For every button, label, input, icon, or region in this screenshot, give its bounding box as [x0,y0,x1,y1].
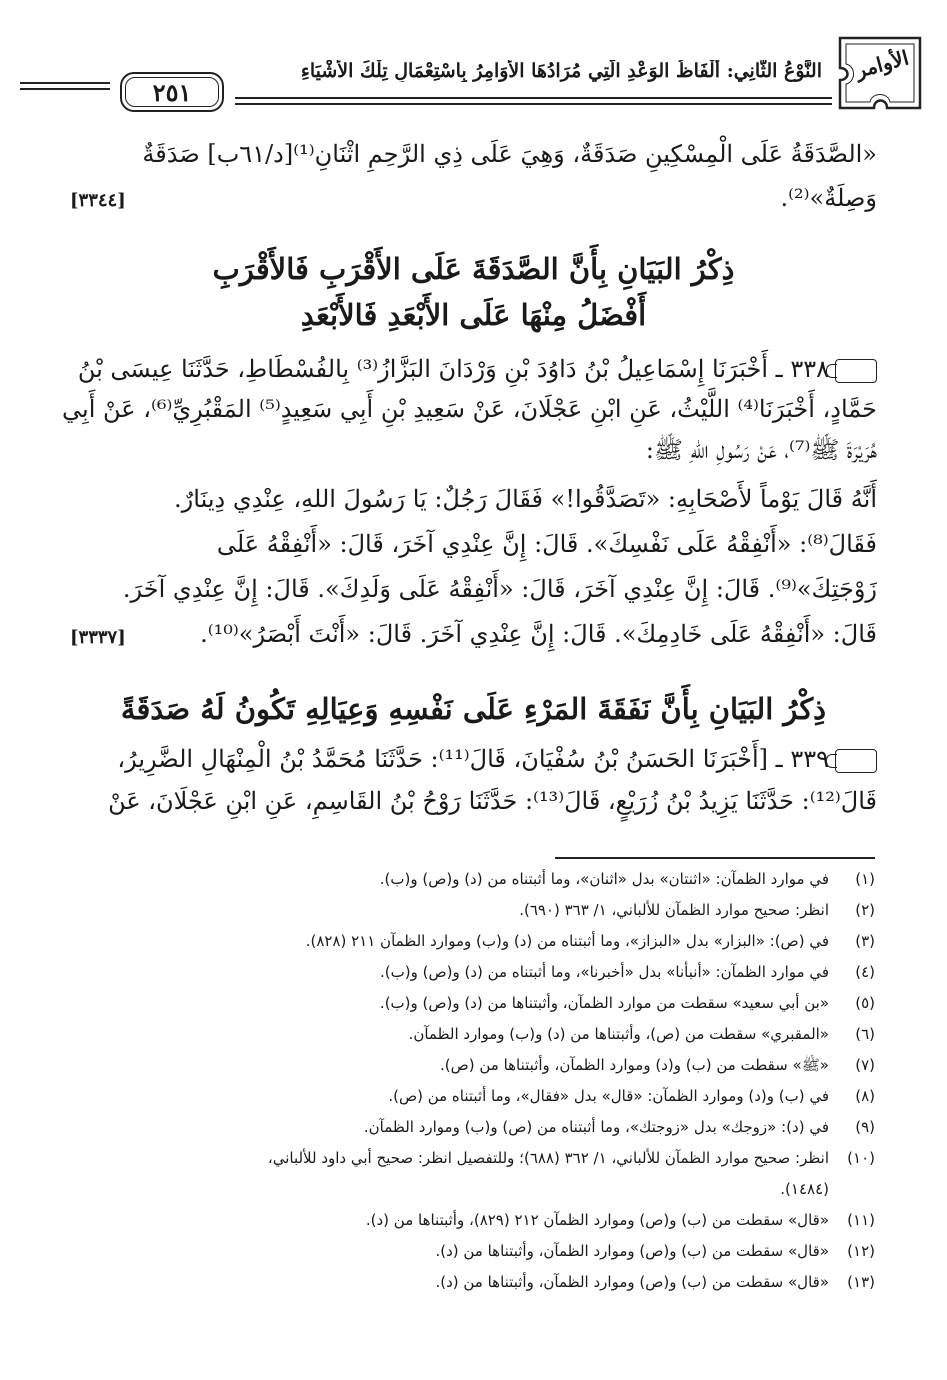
text-line: «الصَّدَقَةُ عَلَى الْمِسْكِينِ صَدَقَةٌ، وَهِيَ عَلَى ذِي الرَّحِمِ اثْنَانِ⁽¹⁾[د/٦١ب] صَدَقَةٌ [142,140,877,168]
footnote-number: (٢) [855,901,875,919]
footnote-text: انظر: صحيح موارد الظمآن للألباني، ١/ ٣٦٢ (٦٨٨)؛ وللتفصيل انظر: صحيح أبي داود للألباني، [267,1149,829,1167]
corner-label: الأوامر [852,45,912,83]
footnote-text: في موارد الظمآن: «اثنتان» بدل «اثنان»، وما أثبتناه من (د) و(ص) و(ب). [379,870,829,888]
footnote-number: (٦) [855,1025,875,1043]
footnote-number: (٩) [855,1118,875,1136]
footnote-number: (٧) [855,1056,875,1074]
footnote-number: (٤) [855,963,875,981]
running-title: النَّوْعُ الثَّانِي: أَلْفَاظُ الوَعْدِ الَّتِي مُرَادُهَا الأَوَامِرُ بِاسْتِعْمَالِ تِلْكَ الأَشْيَاءِ [300,60,822,82]
hadith-reference: [٣٣٤٤] [70,190,126,211]
section-heading: ذِكْرُ البَيَانِ بِأَنَّ نَفَقَةَ المَرْءِ عَلَى نَفْسِهِ وَعِيَالِهِ تَكُونُ لَهُ صَدَقَةً [120,692,827,726]
footnote [440,1056,875,1078]
footnote [380,994,875,1012]
text-line: قَالَ⁽¹²⁾: حَدَّثَنَا يَزِيدُ بْنُ زُرَيْعٍ، قَالَ⁽¹³⁾: حَدَّثَنَا رَوْحُ بْنُ القَاسِمِ، عَنِ ابْنِ عَجْلَانَ، عَنْ [108,787,877,815]
footnote-text: «قال» سقطت من (ب) و(ص) وموارد الظمآن، وأثبتناها من (د). [435,1273,829,1291]
footnote-text: «المقبري» سقطت من (ص)، وأثبتناها من (د) و(ب) وموارد الظمآن. [408,1025,829,1043]
text-line-content: ٣٣٨ ـ أَخْبَرَنَا إِسْمَاعِيلُ بْنُ دَاوُدَ بْنِ وَرْدَانَ البَزَّازُ⁽³⁾ بِالفُسْطَاطِ، حَدَّثَنَا عِيسَى بْنُ [77,355,829,383]
footnote-text: «قال» سقطت من (ب) و(ص) وموارد الظمآن، وأثبتناها من (د). [435,1242,829,1260]
footnote-text: في (ص): «البزار» بدل «البزاز»، وما أثبتناه من (د) و(ب) وموارد الظمآن ٢١١ (٨٢٨). [305,932,829,950]
text-line: حَمَّادٍ، أَخْبَرَنَا⁽⁴⁾ اللَّيْثُ، عَنِ ابْنِ عَجْلَانَ، عَنْ سَعِيدِ بْنِ أَبِي سَعِيدٍ⁽⁵⁾ المَقْبُرِيِّ⁽⁶⁾، عَنْ أَبِي [62,395,877,423]
footnote [409,1025,875,1043]
header-divider [20,88,110,90]
section-heading: أَفْضَلُ مِنْهَا عَلَى الأَبْعَدِ فَالأَبْعَدِ [300,298,647,332]
text-line: زَوْجَتِكَ»⁽⁹⁾. قَالَ: إِنَّ عِنْدِي آخَرَ، قَالَ: «أَنْفِقْهُ عَلَى وَلَدِكَ». قَالَ: إِنَّ عِنْدِي آخَرَ. [122,575,877,603]
section-heading: ذِكْرُ البَيَانِ بِأَنَّ الصَّدَقَةَ عَلَى الأَقْرَبِ فَالأَقْرَبِ [212,252,735,286]
footnote [780,1180,875,1198]
footnote-text: في (ب) و(د) وموارد الظمآن: «قال» بدل «فقال»، وما أثبتناه من (ص). [388,1087,829,1105]
footnote-text: (١٤٨٤). [780,1180,829,1198]
hadith-239 [70,745,877,845]
footnote-separator [555,857,875,859]
page-header [20,30,927,120]
footnote [364,1118,875,1136]
hadith-reference: [٣٣٣٧] [70,627,126,648]
footnote-text: «ﷺ» سقطت من (ب) و(د) وموارد الظمآن، وأثبتناها من (ص). [439,1056,829,1074]
footnote-number: (١٠) [847,1149,875,1167]
text-line [70,745,877,773]
footnote [268,1149,875,1167]
footnote-number: (٣) [855,932,875,950]
text-line: هُرَيْرَةَ ﷺ⁽⁷⁾، عَنْ رَسُولِ اللهِ ﷺ: [645,436,877,464]
text-line-content: ٣٣٩ ـ [أَخْبَرَنَا الحَسَنُ بْنُ سُفْيَانَ، قَالَ⁽¹¹⁾: حَدَّثَنَا مُحَمَّدُ بْنُ الْمِنْهَالِ الضَّرِيرُ، [117,745,829,773]
footnote-number: (٥) [855,994,875,1012]
text-line: وَصِلَةٌ»⁽²⁾. [780,184,877,212]
footnote [380,870,875,888]
source-marker-icon [835,749,877,773]
footnote [366,1211,875,1229]
footnote [435,1273,875,1291]
page-number: ٢٥١ [120,72,224,112]
text-line: قَالَ: «أَنْفِقْهُ عَلَى خَادِمِكَ». قَالَ: إِنَّ عِنْدِي آخَرَ. قَالَ: «أَنْتَ أَبْصَرُ»⁽¹⁰⁾. [200,620,877,648]
footnote [388,1087,875,1105]
text-line: أَنَّهُ قَالَ يَوْماً لأَصْحَابِهِ: «تَصَدَّقُوا!» فَقَالَ رَجُلٌ: يَا رَسُولَ اللهِ، عِنْدِي دِينَارٌ. [174,485,877,513]
footnote-text: «بن أبي سعيد» سقطت من موارد الظمآن، وأثبتناها من (د) و(ص) و(ب). [379,994,829,1012]
footnote-text: «قال» سقطت من (ب) و(ص) وموارد الظمآن ٢١٢ (٨٢٩)، وأثبتناها من (د). [365,1211,829,1229]
text-line [70,355,877,383]
header-divider [20,82,110,84]
footnote-number: (١٣) [847,1273,875,1291]
footnote-text: في (د): «زوجك» بدل «زوجتك»، وما أثبتناه من (ص) و(ب) وموارد الظمآن. [363,1118,829,1136]
footnote [306,932,875,950]
hadith-238 [62,355,877,675]
footnote-number: (١١) [847,1211,875,1229]
header-rule [235,97,832,99]
source-marker-icon [835,359,877,383]
footnote [380,963,875,981]
footnote-number: (١٢) [847,1242,875,1260]
footnote-number: (١) [855,870,875,888]
footnote [519,901,875,919]
footnote-number: (٨) [855,1087,875,1105]
footnote-text: في موارد الظمآن: «أنبأنا» بدل «أخبرنا»، وما أثبتناه من (د) و(ص) و(ب). [380,963,829,981]
text-line: فَقَالَ⁽⁸⁾: «أَنْفِقْهُ عَلَى نَفْسِكَ». قَالَ: إِنَّ عِنْدِي آخَرَ، قَالَ: «أَنْفِقْهُ عَلَى [216,530,877,558]
footnote [435,1242,875,1260]
header-rule [235,103,832,105]
footnote-text: انظر: صحيح موارد الظمآن للألباني، ١/ ٣٦٣ (٦٩٠). [519,901,829,919]
